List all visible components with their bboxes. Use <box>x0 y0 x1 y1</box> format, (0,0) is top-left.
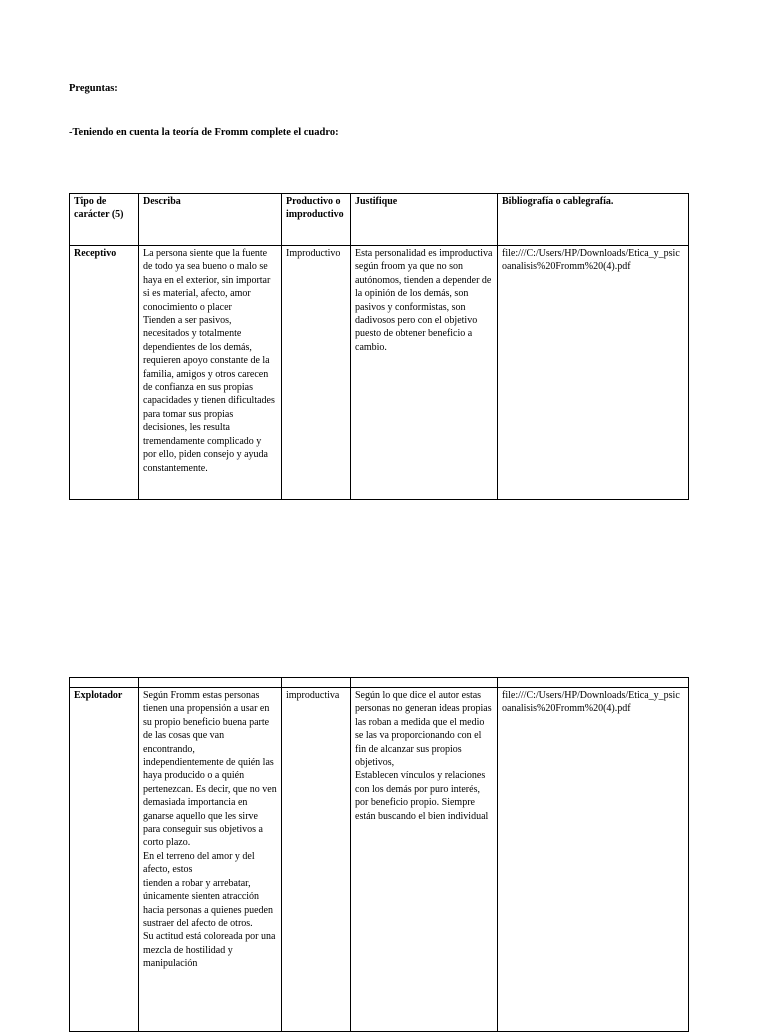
cell-productivo: Improductivo <box>282 246 351 500</box>
cell-tipo: Explotador <box>70 688 139 1032</box>
heading-preguntas: Preguntas: <box>69 83 118 94</box>
table-row <box>70 688 689 1032</box>
header-bibliografia: Bibliografía o cablegrafía. <box>498 194 689 246</box>
header-tipo: Tipo de carácter (5) <box>70 194 139 246</box>
header-justifique: Justifique <box>351 194 498 246</box>
cell-describa: Según Fromm estas personas tienen una propensión a usar en su propio beneficio buena parte de las cosas que van encontrando, independientemente de quién las haya producido o a quién pertenezcan. Es decir, que no ven demasiada importancia en ganarse aquello que les sirve para conseguir sus objetivos a corto plazo. En el terreno del amor y del afecto, estos tienden a robar y arrebatar, únicamente sienten atracción hacia personas a quienes pueden sustraer del afecto de otros. Su actitud está coloreada por una mezcla de hostilidad y manipulación <box>139 688 282 1032</box>
empty-header-cell <box>139 678 282 688</box>
header-productivo: Productivo o improductivo <box>282 194 351 246</box>
cell-describa: La persona siente que la fuente de todo ya sea bueno o malo se haya en el exterior, sin importar si es material, afecto, amor conocimiento o placer Tienden a ser pasivos, necesitados y totalmente dependientes de los demás, requieren apoyo constante de la familia, amigos y otros carecen de confianza en sus propias capacidades y tienen dificultades para tomar sus propias decisiones, les resulta tremendamente complicado y por ello, piden consejo y ayuda constantemente. <box>139 246 282 500</box>
cell-justifique: Esta personalidad es improductiva según froom ya que no son autónomos, tienden a depender de la opinión de los demás, son pasivos y conformistas, son dadivosos pero con el objetivo puesto de obtener beneficio a cambio. <box>351 246 498 500</box>
table-header-row-empty <box>70 678 689 688</box>
empty-header-cell <box>70 678 139 688</box>
cell-bibliografia: file:///C:/Users/HP/Downloads/Etica_y_psicoanalisis%20Fromm%20(4).pdf <box>498 688 689 1032</box>
heading-instruction: -Teniendo en cuenta la teoría de Fromm complete el cuadro: <box>69 127 339 138</box>
cell-productivo: improductiva <box>282 688 351 1032</box>
cell-tipo: Receptivo <box>70 246 139 500</box>
table-row <box>70 246 689 500</box>
empty-header-cell <box>498 678 689 688</box>
empty-header-cell <box>282 678 351 688</box>
character-table-1 <box>69 193 689 500</box>
cell-justifique: Según lo que dice el autor estas personas no generan ideas propias las roban a medida que el medio se las va proporcionando con el fin de alcanzar sus propios objetivos, Establecen vínculos y relaciones con los demás por puro interés, por beneficio propio. Siempre están buscando el bien individual <box>351 688 498 1032</box>
header-describa: Describa <box>139 194 282 246</box>
cell-bibliografia: file:///C:/Users/HP/Downloads/Etica_y_psicoanalisis%20Fromm%20(4).pdf <box>498 246 689 500</box>
empty-header-cell <box>351 678 498 688</box>
character-table-2 <box>69 677 689 1032</box>
table-header-row <box>70 194 689 246</box>
